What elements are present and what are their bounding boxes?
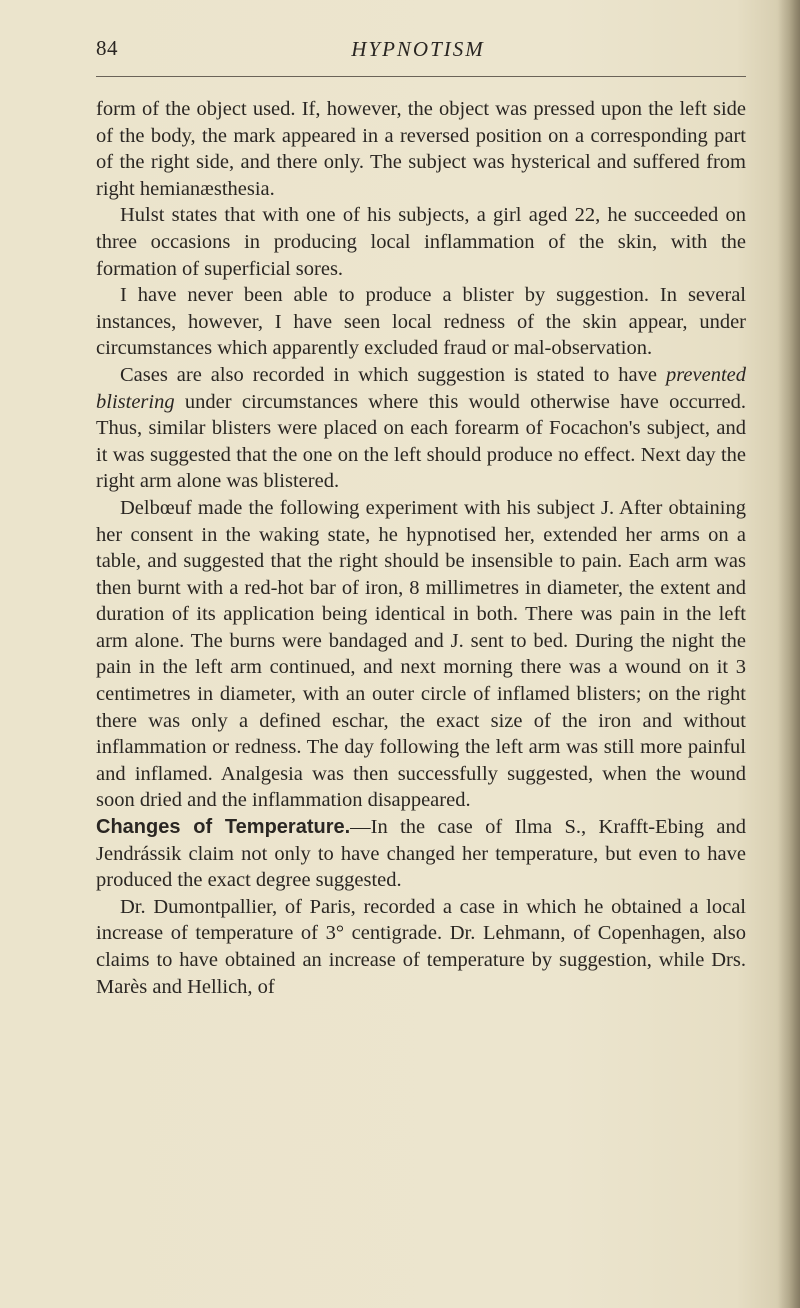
- paragraph-2-text: Hulst states that with one of his subjects, a girl aged 22, he succeeded on three occasions in producing local inflammation of the skin, with the formation of superficial sores.: [96, 204, 746, 280]
- paragraph-4: [96, 362, 746, 495]
- paragraph-7-text: Dr. Dumontpallier, of Paris, recorded a case in which he obtained a local increase of temperature of 3° centigrade. Dr. Lehmann, of Copenhagen, also claims to have obtained an increase of temperature by suggestion, while Drs. Marès and Hellich, of: [96, 895, 746, 998]
- paragraph-6-text: —In the case of Ilma S., Krafft-Ebing and Jendrássik claim not only to have changed her temperature, but even to have produced the exact degree suggested.: [96, 816, 746, 892]
- paragraph-4-emphasis: prevented blistering: [96, 363, 746, 413]
- paragraph-1-text: form of the object used. If, however, the object was pressed upon the left side of the body, the mark appeared in a reversed position on a corresponding part of the right side, and there only. The subject was hysterical and suffered from right hemianæsthesia.: [96, 98, 746, 200]
- page-number: 84: [96, 36, 118, 60]
- paragraph-4-text-before: Cases are also recorded in which suggestion is stated to have: [120, 363, 666, 386]
- paragraph-4-text-after: under circumstances where this would otherwise have occurred. Thus, similar blisters were placed on each forearm of Focachon's subject, and it was suggested that the one on the left should produce no effect. Next day the right arm alone was blistered.: [96, 390, 746, 493]
- paragraph-3: [96, 282, 746, 362]
- header-rule: [96, 76, 746, 77]
- paragraph-1: [96, 96, 746, 202]
- paragraph-7: [96, 894, 746, 1000]
- paragraph-5: [96, 495, 746, 814]
- page-edge-shadow: [778, 0, 800, 1308]
- paragraph-6: [96, 814, 746, 894]
- paragraph-2: [96, 202, 746, 282]
- section-heading-temperature: Changes of Temperature.: [96, 816, 351, 839]
- paragraph-5-text: Delbœuf made the following experiment with his subject J. After obtaining her consent in the waking state, he hypnotised her, extended her arms on a table, and suggested that the right should be insensible to pain. Each arm was then burnt with a red-hot bar of iron, 8 millimetres in diameter, the extent and duration of its application being identical in both. There was pain in the left arm alone. The burns were bandaged and J. sent to bed. During the night the pain in the left arm continued, and next morning there was a wound on it 3 centimetres in diameter, with an outer circle of inflamed blisters; on the right there was only a defined eschar, the exact size of the iron and without inflammation or redness. The day following the left arm was still more painful and inflamed. Analgesia was then successfully suggested, when the wound soon dried and the inflammation disappeared.: [96, 496, 746, 812]
- paragraph-3-text: I have never been able to produce a blister by suggestion. In several instances, however, I have seen local redness of the skin appear, under circumstances which apparently excluded fraud or mal-observation.: [96, 284, 746, 360]
- body-text: [96, 96, 746, 1000]
- running-title: HYPNOTISM: [351, 37, 485, 61]
- page-header: [96, 36, 740, 76]
